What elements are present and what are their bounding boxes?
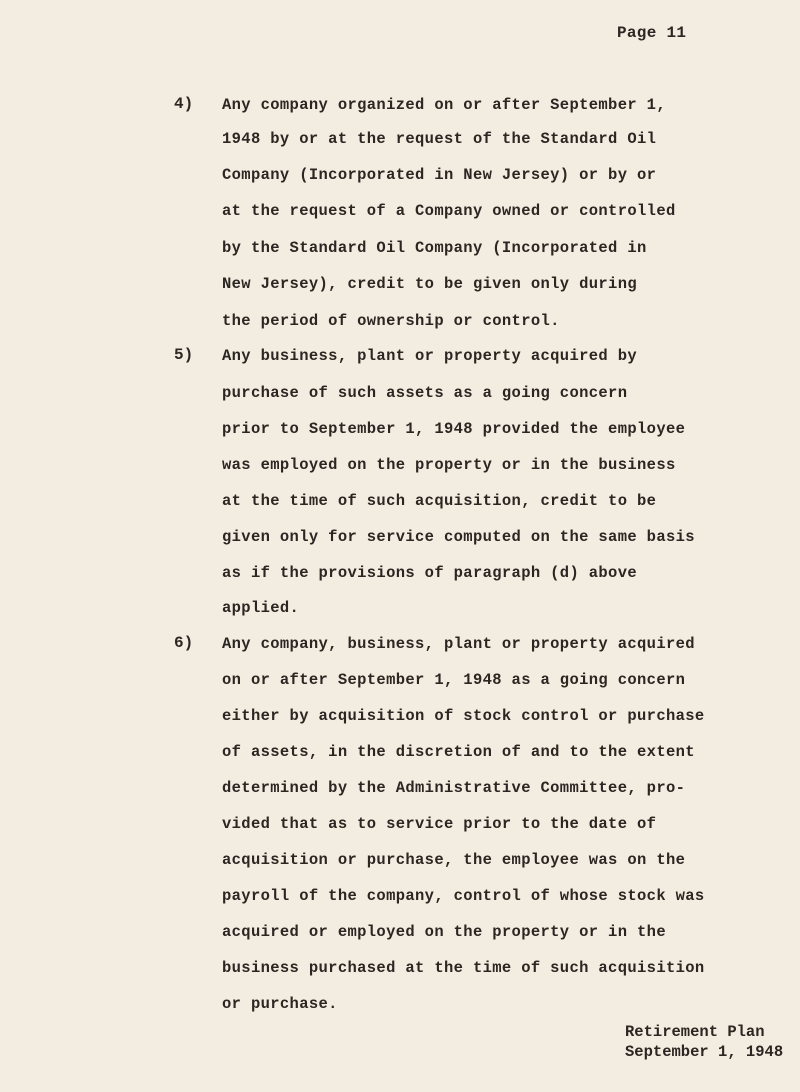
text-line: as if the provisions of paragraph (d) above <box>222 564 638 582</box>
page-number: Page 11 <box>617 24 687 42</box>
text-line: of assets, in the discretion of and to the extent <box>222 743 695 761</box>
text-line: Any company organized on or after September 1, <box>222 96 666 114</box>
text-line: New Jersey), credit to be given only during <box>222 275 638 293</box>
text-line: or purchase. <box>222 995 338 1013</box>
text-line: determined by the Administrative Committee, pro- <box>222 779 686 797</box>
item-number-4: 4) <box>174 95 194 113</box>
text-line: Company (Incorporated in New Jersey) or by or <box>222 166 657 184</box>
text-line: purchase of such assets as a going concern <box>222 384 628 402</box>
text-line: by the Standard Oil Company (Incorporated in <box>222 239 647 257</box>
text-line: Any business, plant or property acquired by <box>222 347 638 365</box>
text-line: vided that as to service prior to the date of <box>222 815 657 833</box>
text-line: applied. <box>222 599 300 617</box>
text-line: Any company, business, plant or property acquired <box>222 635 695 653</box>
text-line: given only for service computed on the same basis <box>222 528 695 546</box>
text-line: acquisition or purchase, the employee was on the <box>222 851 686 869</box>
text-line: at the request of a Company owned or controlled <box>222 202 676 220</box>
text-line: acquired or employed on the property or in the <box>222 923 666 941</box>
footer-date: September 1, 1948 <box>625 1043 784 1061</box>
footer-title: Retirement Plan <box>625 1023 765 1041</box>
text-line: on or after September 1, 1948 as a going concern <box>222 671 686 689</box>
text-line: the period of ownership or control. <box>222 312 560 330</box>
text-line: at the time of such acquisition, credit to be <box>222 492 657 510</box>
item-number-6: 6) <box>174 634 194 652</box>
text-line: 1948 by or at the request of the Standard Oil <box>222 130 657 148</box>
text-line: payroll of the company, control of whose stock was <box>222 887 705 905</box>
text-line: either by acquisition of stock control or purchase <box>222 707 705 725</box>
text-line: prior to September 1, 1948 provided the employee <box>222 420 686 438</box>
text-line: business purchased at the time of such acquisition <box>222 959 705 977</box>
text-line: was employed on the property or in the business <box>222 456 676 474</box>
item-number-5: 5) <box>174 346 194 364</box>
